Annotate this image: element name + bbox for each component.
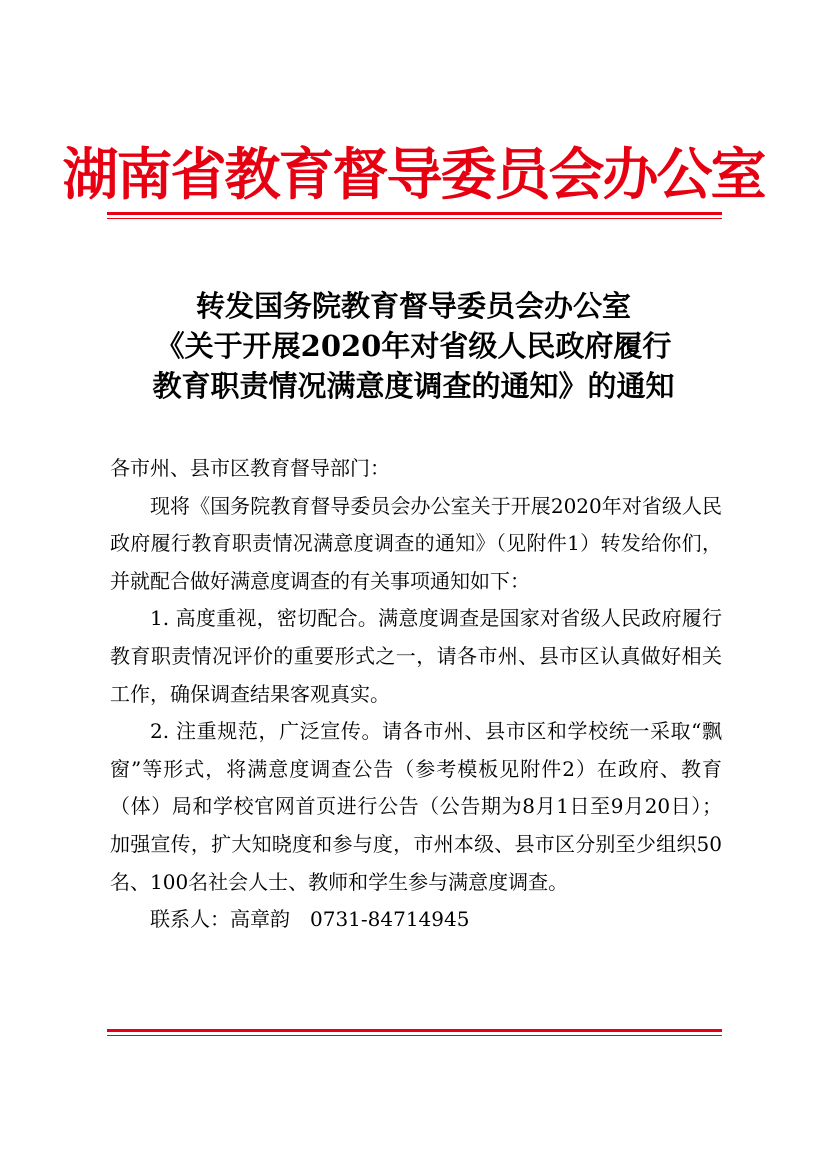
masthead-divider (107, 212, 722, 219)
body-paragraph-item-1: 1. 高度重视，密切配合。满意度调查是国家对省级人民政府履行教育职责情况评价的重要形式之一，请各市州、县市区认真做好相关工作，确保调查结果客观真实。 (110, 606, 722, 706)
salutation: 各市州、县市区教育督导部门： (110, 456, 390, 480)
document-title-line-1: 转发国务院教育督导委员会办公室 (195, 289, 631, 323)
document-title-line-2: 《关于开展2020年对省级人民政府履行 (155, 329, 672, 363)
body-paragraph-item-2: 2. 注重规范，广泛宣传。请各市州、县市区和学校统一采取“飘窗”等形式，将满意度调查公告（参考模板见附件2）在政府、教育（体）局和学校官网首页进行公告（公告期为8月1日至9月20日）；加强宣传，扩大知晓度和参与度，市州本级、县市区分别至少组织50名、100名社会人士、教师和学生参与满意度调查。 (110, 719, 722, 894)
masthead-title: 湖南省教育督导委员会办公室 (62, 143, 765, 208)
body-paragraph-intro: 现将《国务院教育督导委员会办公室关于开展2020年对省级人民政府履行教育职责情况满意度调查的通知》（见附件1）转发给你们，并就配合做好满意度调查的有关事项通知如下： (110, 493, 722, 593)
document-title (0, 286, 827, 406)
contact-line: 联系人：高章韵 0731-84714945 (150, 907, 470, 932)
document-body (110, 450, 722, 939)
footer-divider (107, 1029, 722, 1036)
document-title-line-3: 教育职责情况满意度调查的通知》的通知 (152, 369, 675, 403)
